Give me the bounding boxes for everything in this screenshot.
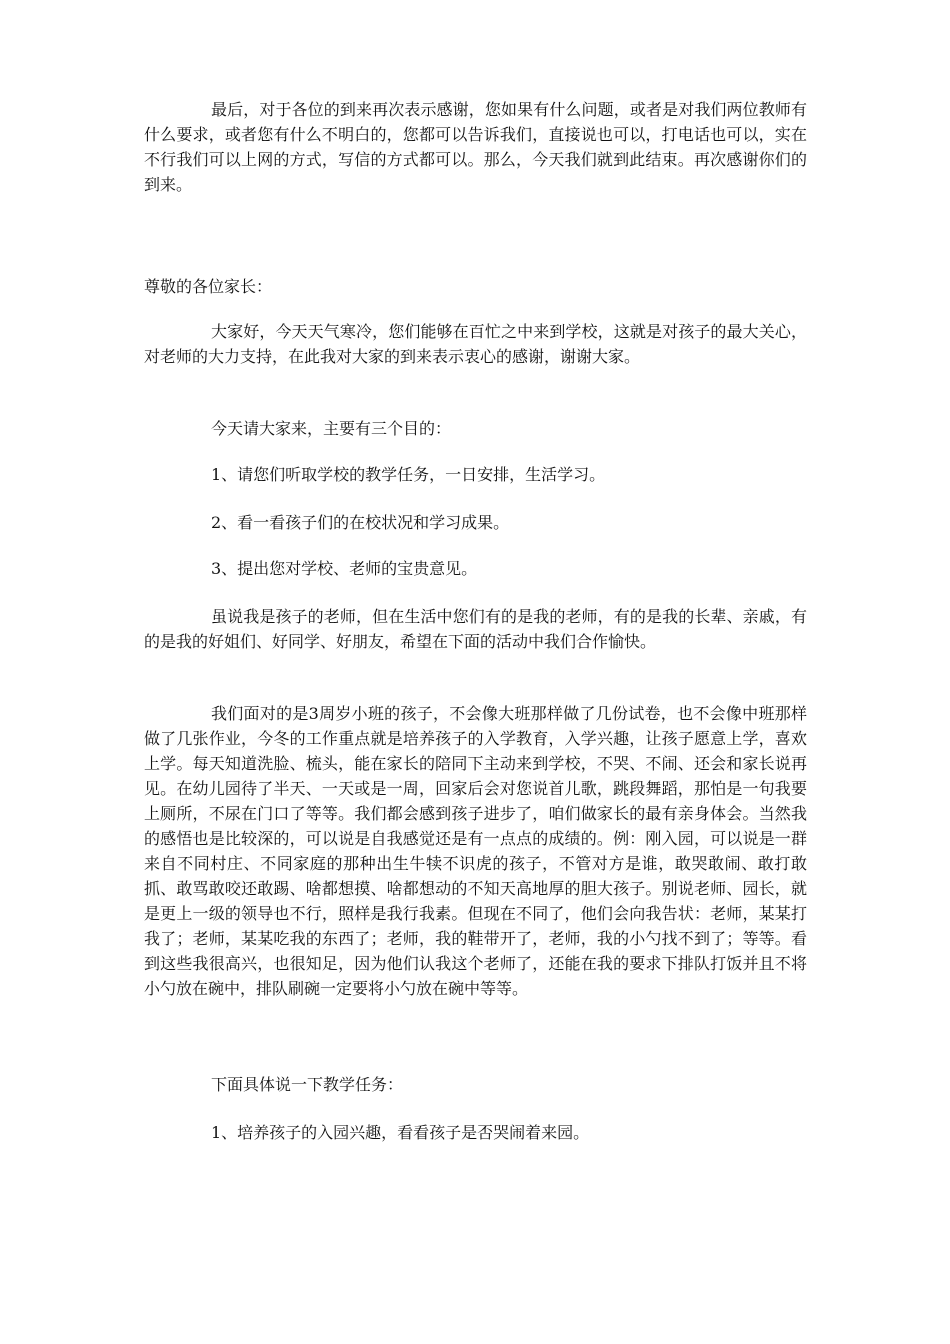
purpose-item: 1、请您们听取学校的教学任务，一日安排，生活学习。 <box>211 465 606 484</box>
purpose-item: 3、提出您对学校、老师的宝贵意见。 <box>211 559 478 578</box>
purpose-item-1-block <box>144 462 807 487</box>
main-body-block <box>144 701 807 1001</box>
salutation: 尊敬的各位家长： <box>144 277 273 296</box>
closing-paragraph: 最后，对于各位的到来再次表示感谢，您如果有什么问题，或者是对我们两位教师有什么要求，或者您有什么不明白的，您都可以告诉我们，直接说也可以，打电话也可以，实在不行我们可以上网的方式，写信的方式都可以。那么，今天我们就到此结束。再次感谢你们的到来。 <box>144 100 807 194</box>
greeting-paragraph: 大家好，今天天气寒冷，您们能够在百忙之中来到学校，这就是对孩子的最大关心，对老师的大力支持，在此我对大家的到来表示衷心的感谢，谢谢大家。 <box>144 322 807 366</box>
tasks-intro: 下面具体说一下教学任务： <box>211 1075 404 1094</box>
purpose-intro: 今天请大家来，主要有三个目的： <box>211 419 452 438</box>
greeting-block <box>144 319 807 369</box>
task-item-1-block <box>144 1120 807 1145</box>
salutation-block <box>144 274 807 299</box>
purpose-item: 2、看一看孩子们的在校状况和学习成果。 <box>211 513 510 532</box>
relationship-paragraph: 虽说我是孩子的老师，但在生活中您们有的是我的老师，有的是我的长辈、亲戚，有的是我的好姐们、好同学、好朋友，希望在下面的活动中我们合作愉快。 <box>144 607 807 651</box>
tasks-intro-block <box>144 1072 807 1097</box>
closing-paragraph-block <box>144 97 807 197</box>
main-body-paragraph: 我们面对的是3周岁小班的孩子，不会像大班那样做了几份试卷，也不会像中班那样做了几张作业，今冬的工作重点就是培养孩子的入学教育，入学兴趣，让孩子愿意上学，喜欢上学。每天知道洗脸、梳头，能在家长的陪同下主动来到学校，不哭、不闹、还会和家长说再见。在幼儿园待了半天、一天或是一周，回家后会对您说首儿歌，跳段舞蹈，那怕是一句我要上厕所，不尿在门口了等等。我们都会感到孩子进步了，咱们做家长的最有亲身体会。当然我的感悟也是比较深的，可以说是自我感觉还是有一点点的成绩的。例：刚入园，可以说是一群来自不同村庄、不同家庭的那种出生牛犊不识虎的孩子，不管对方是谁，敢哭敢闹、敢打敢抓、敢骂敢咬还敢踢、啥都想摸、啥都想动的不知天高地厚的胆大孩子。别说老师、园长，就是更上一级的领导也不行，照样是我行我素。但现在不同了，他们会向我告状：老师，某某打我了；老师，某某吃我的东西了；老师，我的鞋带开了，老师，我的小勺找不到了；等等。看到这些我很高兴，也很知足，因为他们认我这个老师了，还能在我的要求下排队打饭并且不将小勺放在碗中，排队刷碗一定要将小勺放在碗中等等。 <box>144 704 807 998</box>
relationship-block <box>144 604 807 654</box>
purpose-item-3-block <box>144 556 807 581</box>
purpose-item-2-block <box>144 510 807 535</box>
task-item: 1、培养孩子的入园兴趣，看看孩子是否哭闹着来园。 <box>211 1123 590 1142</box>
purpose-intro-block <box>144 416 807 441</box>
